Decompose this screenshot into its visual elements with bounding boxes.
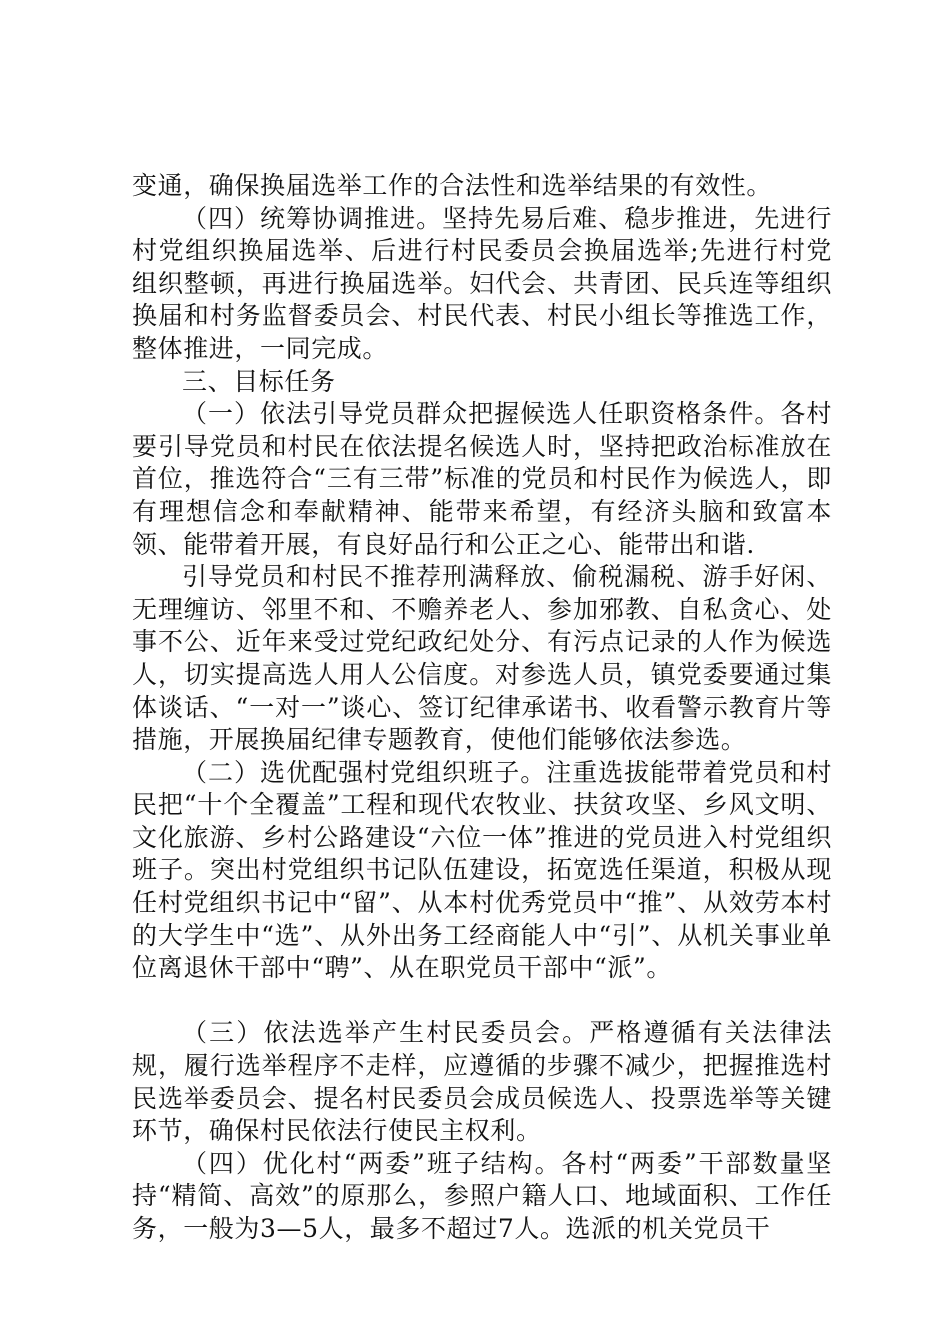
document-body xyxy=(132,170,832,1246)
paragraph-two-committees: （四）优化村“两委”班子结构。各村“两委”干部数量坚持“精简、高效”的原那么，参照户籍人口、地域面积、工作任务，一般为3—5人，最多不超过7人。选派的机关党员干 xyxy=(132,1148,832,1243)
paragraph-coordinate-progress: （四）统筹协调推进。坚持先易后难、稳步推进，先进行村党组织换届选举、后进行村民委员会换届选举;先进行村党组织整顿，再进行换届选举。妇代会、共青团、民兵连等组织换届和村务监督委员会、村民代表、村民小组长等推选工作，整体推进，一同完成。 xyxy=(132,203,832,363)
paragraph-village-committee: （三）依法选举产生村民委员会。严格遵循有关法律法规，履行选举程序不走样，应遵循的步骤不减少，把握推选村民选举委员会、提名村民委员会成员候选人、投票选举等关键环节，确保村民依法行使民主权利。 xyxy=(132,1018,832,1146)
paragraph-exclusion-criteria: 引导党员和村民不推荐刑满释放、偷税漏税、游手好闲、无理缠访、邻里不和、不赡养老人、参加邪教、自私贪心、处事不公、近年来受过党纪政纪处分、有污点记录的人作为候选人，切实提高选人用人公信度。对参选人员，镇党委要通过集体谈话、“一对一”谈心、签订纪律承诺书、收看警示教育片等措施，开展换届纪律专题教育，使他们能够依法参选。 xyxy=(132,562,832,755)
paragraph-party-branch: （二）选优配强村党组织班子。注重选拔能带着党员和村民把“十个全覆盖”工程和现代农牧业、扶贫攻坚、乡风文明、文化旅游、乡村公路建设“六位一体”推进的党员进入村党组织班子。突出村党组织书记队伍建设，拓宽选任渠道，积极从现任村党组织书记中“留”、从本村优秀党员中“推”、从效劳本村的大学生中“选”、从外出务工经商能人中“引”、从机关事业单位离退休干部中“聘”、从在职党员干部中“派”。 xyxy=(132,757,832,983)
paragraph-candidate-qualifications: （一）依法引导党员群众把握候选人任职资格条件。各村要引导党员和村民在依法提名候选人时，坚持把政治标准放在首位，推选符合“三有三带”标准的党员和村民作为候选人，即有理想信念和奉献精神、能带来希望，有经济头脑和致富本领、能带着开展，有良好品行和公正之心、能带出和谐. xyxy=(132,399,832,559)
paragraph-gap xyxy=(132,985,832,1018)
section-heading-goals: 三、目标任务 xyxy=(182,366,336,396)
paragraph-continuation: 变通，确保换届选举工作的合法性和选举结果的有效性。 xyxy=(132,171,773,200)
